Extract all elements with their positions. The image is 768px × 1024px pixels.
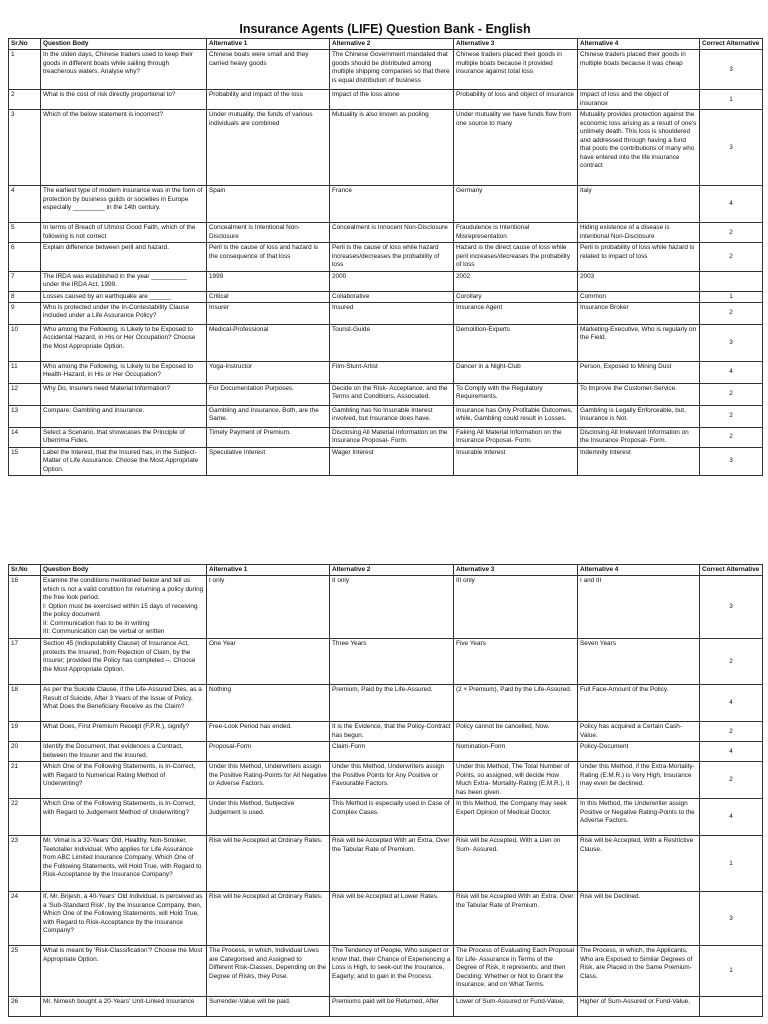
cell-srno: 6 bbox=[9, 243, 41, 271]
cell-alt4: I and III bbox=[578, 576, 700, 639]
cell-alt2: II only bbox=[330, 576, 454, 639]
cell-question: The IRDA was established in the year __________ under the IRDA Act, 1999. bbox=[41, 271, 207, 291]
cell-alt3: Insurable Interest bbox=[454, 447, 578, 475]
cell-alt2: 2000 bbox=[330, 271, 454, 291]
cell-question: Who among the Following, is Likely to be Exposed to Health-Hazard, in His or Her Occupation? bbox=[41, 361, 207, 383]
cell-alt1: Timely Payment of Premium. bbox=[207, 427, 330, 447]
cell-alt1: Proposal-Form bbox=[207, 742, 330, 762]
cell-question: What is the cost of risk directly proportional to? bbox=[41, 90, 207, 110]
cell-correct bbox=[700, 997, 763, 1017]
cell-alt3: Probability of loss and object of insurance bbox=[454, 90, 578, 110]
cell-alt3: To Comply with the Regulatory Requirements. bbox=[454, 383, 578, 405]
header-question: Question Body bbox=[41, 39, 207, 50]
cell-alt3: Chinese traders placed their goods in multiple boats because it provided insurance against total loss bbox=[454, 50, 578, 90]
cell-alt1: Risk will be Accepted at Ordinary Rates. bbox=[207, 836, 330, 892]
cell-correct: 4 bbox=[700, 186, 763, 223]
cell-srno: 25 bbox=[9, 946, 41, 997]
cell-correct: 2 bbox=[700, 383, 763, 405]
cell-alt4: Policy has acquired a Certain Cash-Value. bbox=[578, 722, 700, 742]
cell-alt2: Wager Interest bbox=[330, 447, 454, 475]
cell-alt2: Mutuality is also known as pooling bbox=[330, 110, 454, 186]
cell-question: Which One of the Following Statements, is In-Correct, with Regard to Judgement Method of Underwriting? bbox=[41, 799, 207, 836]
cell-srno: 12 bbox=[9, 383, 41, 405]
cell-alt4: In this Method, the Underwriter assign Positive or Negative Rating-Points to the Adverse Factors. bbox=[578, 799, 700, 836]
header-srno: Sr.No bbox=[9, 39, 41, 50]
cell-question: Compare: Gambling and Insurance. bbox=[41, 405, 207, 427]
question-row bbox=[9, 291, 763, 302]
cell-srno: 24 bbox=[9, 892, 41, 946]
cell-srno: 5 bbox=[9, 223, 41, 243]
cell-correct: 1 bbox=[700, 90, 763, 110]
cell-alt2: Premiums paid will be Returned, After bbox=[330, 997, 454, 1017]
cell-alt4: To Improve the Customer-Service. bbox=[578, 383, 700, 405]
cell-question: Mr. Nimesh bought a 20-Years' Unit-Linked Insurance bbox=[41, 997, 207, 1017]
cell-alt2: Risk will be Accepted at Lower Rates. bbox=[330, 892, 454, 946]
cell-alt2: Impact of the loss alone bbox=[330, 90, 454, 110]
cell-srno: 9 bbox=[9, 302, 41, 324]
cell-alt1: One Year bbox=[207, 639, 330, 685]
cell-question: Label the Interest, that the Insured has, in the Subject-Matter of Life Assurance. Choose the Most Appropriate Option. bbox=[41, 447, 207, 475]
cell-alt4: 2003 bbox=[578, 271, 700, 291]
cell-question: The earliest type of modern insurance was in the form of protection by business guilds or societies in Europe especially _________ in the 14th century. bbox=[41, 186, 207, 223]
cell-alt4: Peril is probability of loss while hazard is related to impact of loss bbox=[578, 243, 700, 271]
cell-alt1: Concealment is Intentional Non-Disclosure bbox=[207, 223, 330, 243]
cell-correct: 2 bbox=[700, 243, 763, 271]
question-row bbox=[9, 946, 763, 997]
question-row bbox=[9, 836, 763, 892]
cell-question: What Does, First Premium Receipt (F.P.R.), signify? bbox=[41, 722, 207, 742]
cell-alt2: Under this Method, Underwriters assign the Positive Points for Any Positive or Favourable Factors. bbox=[330, 762, 454, 799]
cell-question: Losses caused by an earthquake are ______ bbox=[41, 291, 207, 302]
cell-question: Select a Scenario, that showcases the Principle of Uberrima Fides. bbox=[41, 427, 207, 447]
cell-question: Which One of the Following Statements, is In-Correct, with Regard to Numerical Rating Method of Underwriting? bbox=[41, 762, 207, 799]
cell-srno: 8 bbox=[9, 291, 41, 302]
question-row bbox=[9, 90, 763, 110]
cell-alt3: Risk will be Accepted, With a Lien on Sum- Assured. bbox=[454, 836, 578, 892]
cell-alt1: Under mutuality, the funds of various individuals are combined bbox=[207, 110, 330, 186]
header-alt4: Alternative 4 bbox=[578, 565, 700, 576]
cell-correct: 3 bbox=[700, 324, 763, 361]
cell-srno: 16 bbox=[9, 576, 41, 639]
cell-alt1: Spain bbox=[207, 186, 330, 223]
question-row bbox=[9, 685, 763, 722]
cell-alt4: Impact of loss and the object of insurance bbox=[578, 90, 700, 110]
question-row bbox=[9, 50, 763, 90]
cell-alt3: III only bbox=[454, 576, 578, 639]
cell-alt2: This Method is especially used in Case of Complex Cases. bbox=[330, 799, 454, 836]
cell-srno: 14 bbox=[9, 427, 41, 447]
cell-correct: 2 bbox=[700, 639, 763, 685]
cell-srno: 17 bbox=[9, 639, 41, 685]
cell-srno: 10 bbox=[9, 324, 41, 361]
cell-alt4: Indemnity Interest bbox=[578, 447, 700, 475]
cell-alt2: Collaborative bbox=[330, 291, 454, 302]
cell-alt1: The Process, in which, Individual Lives are Categorised and Assigned to Different Risk-Classes, Depending on the Degree of Risks, they Pose. bbox=[207, 946, 330, 997]
question-row bbox=[9, 186, 763, 223]
header-srno: Sr.No bbox=[9, 565, 41, 576]
cell-alt1: Yoga-Instructor bbox=[207, 361, 330, 383]
cell-alt4: Mutuality provides protection against the economic loss arising as a result of one's untimely death. This loss is shouldered and addressed through having a fund that pools the contributions of many who have entered into the life insurance contract bbox=[578, 110, 700, 186]
cell-srno: 1 bbox=[9, 50, 41, 90]
question-row bbox=[9, 302, 763, 324]
cell-correct: 2 bbox=[700, 405, 763, 427]
cell-alt3: Five Years bbox=[454, 639, 578, 685]
cell-alt4: Risk will be Accepted, With a Restrictive Clause. bbox=[578, 836, 700, 892]
question-row bbox=[9, 892, 763, 946]
cell-alt3: Insurance has Only Profitable Outcomes, while, Gambling could result in Losses. bbox=[454, 405, 578, 427]
cell-correct: 3 bbox=[700, 447, 763, 475]
cell-srno: 18 bbox=[9, 685, 41, 722]
cell-alt3: Faking All Material Information on the Insurance Proposal- Form. bbox=[454, 427, 578, 447]
cell-alt3: 2002 bbox=[454, 271, 578, 291]
cell-correct: 4 bbox=[700, 685, 763, 722]
cell-alt3: Insurance Agent bbox=[454, 302, 578, 324]
cell-srno: 2 bbox=[9, 90, 41, 110]
cell-correct: 4 bbox=[700, 742, 763, 762]
cell-question: What is meant by 'Risk-Classification'? Choose the Most Appropriate Option. bbox=[41, 946, 207, 997]
cell-srno: 11 bbox=[9, 361, 41, 383]
cell-alt3: Germany bbox=[454, 186, 578, 223]
question-row bbox=[9, 223, 763, 243]
question-row bbox=[9, 997, 763, 1017]
question-row bbox=[9, 271, 763, 291]
cell-alt4: Seven Years bbox=[578, 639, 700, 685]
cell-alt4: The Process, in which, the Applicants, Who are Exposed to Similar Degrees of Risk, are Placed in the Same Premium-Class. bbox=[578, 946, 700, 997]
cell-correct: 1 bbox=[700, 946, 763, 997]
cell-srno: 15 bbox=[9, 447, 41, 475]
cell-correct: 3 bbox=[700, 892, 763, 946]
cell-alt4: Under this Method, if the Extra-Mortality-Rating (E.M.R.) is Very High, Insurance may even be declined. bbox=[578, 762, 700, 799]
cell-alt3: Dancer in a Night-Club bbox=[454, 361, 578, 383]
question-row bbox=[9, 722, 763, 742]
cell-srno: 19 bbox=[9, 722, 41, 742]
cell-alt3: Policy cannot be cancelled, Now. bbox=[454, 722, 578, 742]
cell-alt3: Nomination-Form bbox=[454, 742, 578, 762]
cell-question: Mr. Vimal is a 32-Years' Old, Healthy, Non-Smoker, Teetotaller Individual; Who applies for Life Assurance from ABC Limited Insurance Company. Which One of the Following Statements, will Hold True, with Regard to Risk-Acceptance by the Insurance Company? bbox=[41, 836, 207, 892]
cell-alt2: Concealment is Innocent Non-Disclosure bbox=[330, 223, 454, 243]
cell-srno: 4 bbox=[9, 186, 41, 223]
question-row bbox=[9, 324, 763, 361]
cell-alt3: Risk will be Accepted With an Extra, Over the Tabular Rate of Premium. bbox=[454, 892, 578, 946]
cell-alt4: Common bbox=[578, 291, 700, 302]
cell-correct: 2 bbox=[700, 427, 763, 447]
cell-question: If, Mr. Brijesh, a 40-Years' Old Individual, is perceived as a 'Sub-Standard Risk', by the Insurance Company, then, Which One of the Following Statements, will Hold True, with Regard to Risk-Acceptance by the Insurance Company? bbox=[41, 892, 207, 946]
question-row bbox=[9, 243, 763, 271]
cell-alt4: Marketing-Executive, Who is regularly on the Field. bbox=[578, 324, 700, 361]
cell-alt2: France bbox=[330, 186, 454, 223]
question-row bbox=[9, 762, 763, 799]
cell-alt3: Corollary bbox=[454, 291, 578, 302]
document-title: Insurance Agents (LIFE) Question Bank - English bbox=[239, 22, 531, 36]
cell-alt1: Risk will be Accepted at Ordinary Rates. bbox=[207, 892, 330, 946]
question-row bbox=[9, 110, 763, 186]
cell-alt1: For Documentation Purposes. bbox=[207, 383, 330, 405]
cell-srno: 13 bbox=[9, 405, 41, 427]
header-alt2: Alternative 2 bbox=[330, 39, 454, 50]
cell-correct bbox=[700, 271, 763, 291]
cell-alt4: Risk will be Declined. bbox=[578, 892, 700, 946]
cell-alt4: Person, Exposed to Mining Dust bbox=[578, 361, 700, 383]
header-alt3: Alternative 3 bbox=[454, 39, 578, 50]
cell-alt3: Under this Method, The Total Number of Points, so assigned, will decide How Much Extra- Mortality-Rating (E.M.R.), it has been given. bbox=[454, 762, 578, 799]
cell-alt2: Claim-Form bbox=[330, 742, 454, 762]
cell-alt4: Gambling is Legally Enforceable, but, Insurance is Not. bbox=[578, 405, 700, 427]
cell-alt2: Insured bbox=[330, 302, 454, 324]
cell-question: Identify the Document, that evidences a Contract, between the Insurer and the Insured. bbox=[41, 742, 207, 762]
cell-alt3: Under mutuality we have funds flow from one source to many bbox=[454, 110, 578, 186]
cell-alt4: Disclosing All Irrelevant Information on the Insurance Proposal- Form. bbox=[578, 427, 700, 447]
cell-correct: 4 bbox=[700, 799, 763, 836]
question-row bbox=[9, 742, 763, 762]
cell-correct: 3 bbox=[700, 576, 763, 639]
cell-alt4: Italy bbox=[578, 186, 700, 223]
cell-alt1: 1999 bbox=[207, 271, 330, 291]
cell-question: In the olden days, Chinese traders used to keep their goods in different boats while sailing through treacherous waters. Analyse why? bbox=[41, 50, 207, 90]
cell-correct: 2 bbox=[700, 762, 763, 799]
cell-correct: 2 bbox=[700, 223, 763, 243]
cell-alt2: Film-Stunt-Artist bbox=[330, 361, 454, 383]
cell-question: In terms of Breach of Utmost Good Faith, which of the following is not correct bbox=[41, 223, 207, 243]
cell-srno: 22 bbox=[9, 799, 41, 836]
cell-alt3: Hazard is the direct cause of loss while peril increases/decreases the probability of loss bbox=[454, 243, 578, 271]
cell-question: Section 45 (Indisputability Clause) of Insurance Act, protects the Insured, from Rejection of Claim, by the Insurer; provided the Policy has completed --. Choose the Most Appropriate Option. bbox=[41, 639, 207, 685]
cell-alt4: Higher of Sum-Assured or Fund-Value, bbox=[578, 997, 700, 1017]
cell-alt2: The Tendency of People, Who suspect or know that, their Chance of Experiencing a Loss is High, to seek-out the Insurance, Eagerly; and to gain in the Process. bbox=[330, 946, 454, 997]
cell-correct: 2 bbox=[700, 302, 763, 324]
cell-alt4: Insurance Broker bbox=[578, 302, 700, 324]
header-correct: Correct Alternative bbox=[700, 565, 763, 576]
cell-alt1: Speculative Interest bbox=[207, 447, 330, 475]
cell-alt3: Lower of Sum-Assured or Fund-Value, bbox=[454, 997, 578, 1017]
cell-question: Examine the conditions mentioned below and tell us which is not a valid condition for returning a policy during the free look period. I: Option must be exercised within 15 days of receiving the policy document II: Communication has to be in writing III: Communication can be verbal or written bbox=[41, 576, 207, 639]
cell-alt1: Under this Method, Subjective Judgement is used. bbox=[207, 799, 330, 836]
cell-question: Who is protected under the In-Contestability Clause included under a Life Assurance Policy? bbox=[41, 302, 207, 324]
question-row bbox=[9, 383, 763, 405]
question-row bbox=[9, 447, 763, 475]
cell-question: Why Do, Insurers need Material Information? bbox=[41, 383, 207, 405]
cell-srno: 7 bbox=[9, 271, 41, 291]
cell-question: Which of the below statement is incorrect? bbox=[41, 110, 207, 186]
cell-alt1: Medical-Professional bbox=[207, 324, 330, 361]
cell-alt2: Decide on the Risk- Acceptance, and the Terms and Conditions, Associated. bbox=[330, 383, 454, 405]
cell-alt3: In this Method, the Company may seek Expert Opinion of Medical Doctor. bbox=[454, 799, 578, 836]
header-alt1: Alternative 1 bbox=[207, 39, 330, 50]
cell-alt2: Three Years bbox=[330, 639, 454, 685]
cell-alt1: I only bbox=[207, 576, 330, 639]
question-row bbox=[9, 427, 763, 447]
cell-alt3: The Process of Evaluating Each Proposal for Life- Assurance in Terms of the Degree of Risk, it represents; and then Deciding: Whether or Not to Grant the Insurance, and on What Terms. bbox=[454, 946, 578, 997]
header-alt2: Alternative 2 bbox=[330, 565, 454, 576]
cell-srno: 3 bbox=[9, 110, 41, 186]
question-table-2 bbox=[8, 564, 763, 1017]
cell-alt1: Peril is the cause of loss and hazard is the consequence of that loss bbox=[207, 243, 330, 271]
header-alt1: Alternative 1 bbox=[207, 565, 330, 576]
cell-alt2: The Chinese Government mandated that goods should be distributed among multiple shipping companies so that there is equal distribution of business bbox=[330, 50, 454, 90]
question-row bbox=[9, 799, 763, 836]
cell-alt2: Peril is the cause of loss while hazard increases/decreases the probability of loss bbox=[330, 243, 454, 271]
cell-correct: 3 bbox=[700, 110, 763, 186]
cell-srno: 20 bbox=[9, 742, 41, 762]
cell-alt3: Demolition-Experts bbox=[454, 324, 578, 361]
cell-correct: 1 bbox=[700, 291, 763, 302]
question-row bbox=[9, 639, 763, 685]
cell-correct: 2 bbox=[700, 722, 763, 742]
question-row bbox=[9, 405, 763, 427]
cell-alt1: Chinese boats were small and they carried heavy goods bbox=[207, 50, 330, 90]
question-table-1 bbox=[8, 38, 763, 476]
cell-alt2: Tourist-Guide bbox=[330, 324, 454, 361]
cell-alt3: Fraudulence is Intentional Misrepresentation bbox=[454, 223, 578, 243]
header-question: Question Body bbox=[41, 565, 207, 576]
cell-alt4: Chinese traders placed their goods in multiple boats because it was cheap bbox=[578, 50, 700, 90]
cell-question: Who among the Following, is Likely to be Exposed to Accidental Hazard, in His or Her Occupation? Choose the Most Appropriate Option. bbox=[41, 324, 207, 361]
cell-correct: 1 bbox=[700, 836, 763, 892]
cell-alt2: Premium, Paid by the Life-Assured. bbox=[330, 685, 454, 722]
question-row bbox=[9, 361, 763, 383]
cell-srno: 23 bbox=[9, 836, 41, 892]
cell-alt1: Free-Look Period has ended. bbox=[207, 722, 330, 742]
header-row bbox=[9, 39, 763, 50]
cell-alt1: Critical bbox=[207, 291, 330, 302]
cell-alt3: (2 × Premium), Paid by the Life-Assured. bbox=[454, 685, 578, 722]
header-correct: Correct Alternative bbox=[700, 39, 763, 50]
cell-alt1: Surrender-Value will be paid. bbox=[207, 997, 330, 1017]
cell-alt1: Nothing bbox=[207, 685, 330, 722]
cell-question: Explain difference between peril and hazard. bbox=[41, 243, 207, 271]
cell-alt1: Insurer bbox=[207, 302, 330, 324]
cell-correct: 3 bbox=[700, 50, 763, 90]
cell-alt2: Disclosing All Material Information on the Insurance Proposal- Form. bbox=[330, 427, 454, 447]
cell-question: As per the Suicide Clause, if the Life-Assured Dies, as a Result of Suicide, After 3 Years of the Issue of Policy, What Does the Beneficiary Receive as the Claim? bbox=[41, 685, 207, 722]
cell-alt4: Full Face-Amount of the Policy. bbox=[578, 685, 700, 722]
cell-correct: 4 bbox=[700, 361, 763, 383]
cell-alt4: Hiding existence of a disease is intentional Non-Disclosure bbox=[578, 223, 700, 243]
cell-srno: 21 bbox=[9, 762, 41, 799]
cell-alt4: Policy-Document bbox=[578, 742, 700, 762]
header-row bbox=[9, 565, 763, 576]
header-alt4: Alternative 4 bbox=[578, 39, 700, 50]
cell-alt1: Under this Method, Underwriters assign the Positive Rating-Points for All Negative or Adverse Factors. bbox=[207, 762, 330, 799]
header-alt3: Alternative 3 bbox=[454, 565, 578, 576]
cell-alt2: It is the Evidence, that the Policy-Contract has begun. bbox=[330, 722, 454, 742]
cell-srno: 26 bbox=[9, 997, 41, 1017]
cell-alt2: Gambling has No Insurable Interest involved, but Insurance does have. bbox=[330, 405, 454, 427]
cell-alt1: Gambling and Insurance, Both, are the Same. bbox=[207, 405, 330, 427]
cell-alt2: Risk will be Accepted With an Extra, Over the Tabular Rate of Premium. bbox=[330, 836, 454, 892]
cell-alt1: Probability and impact of the loss bbox=[207, 90, 330, 110]
question-row bbox=[9, 576, 763, 639]
